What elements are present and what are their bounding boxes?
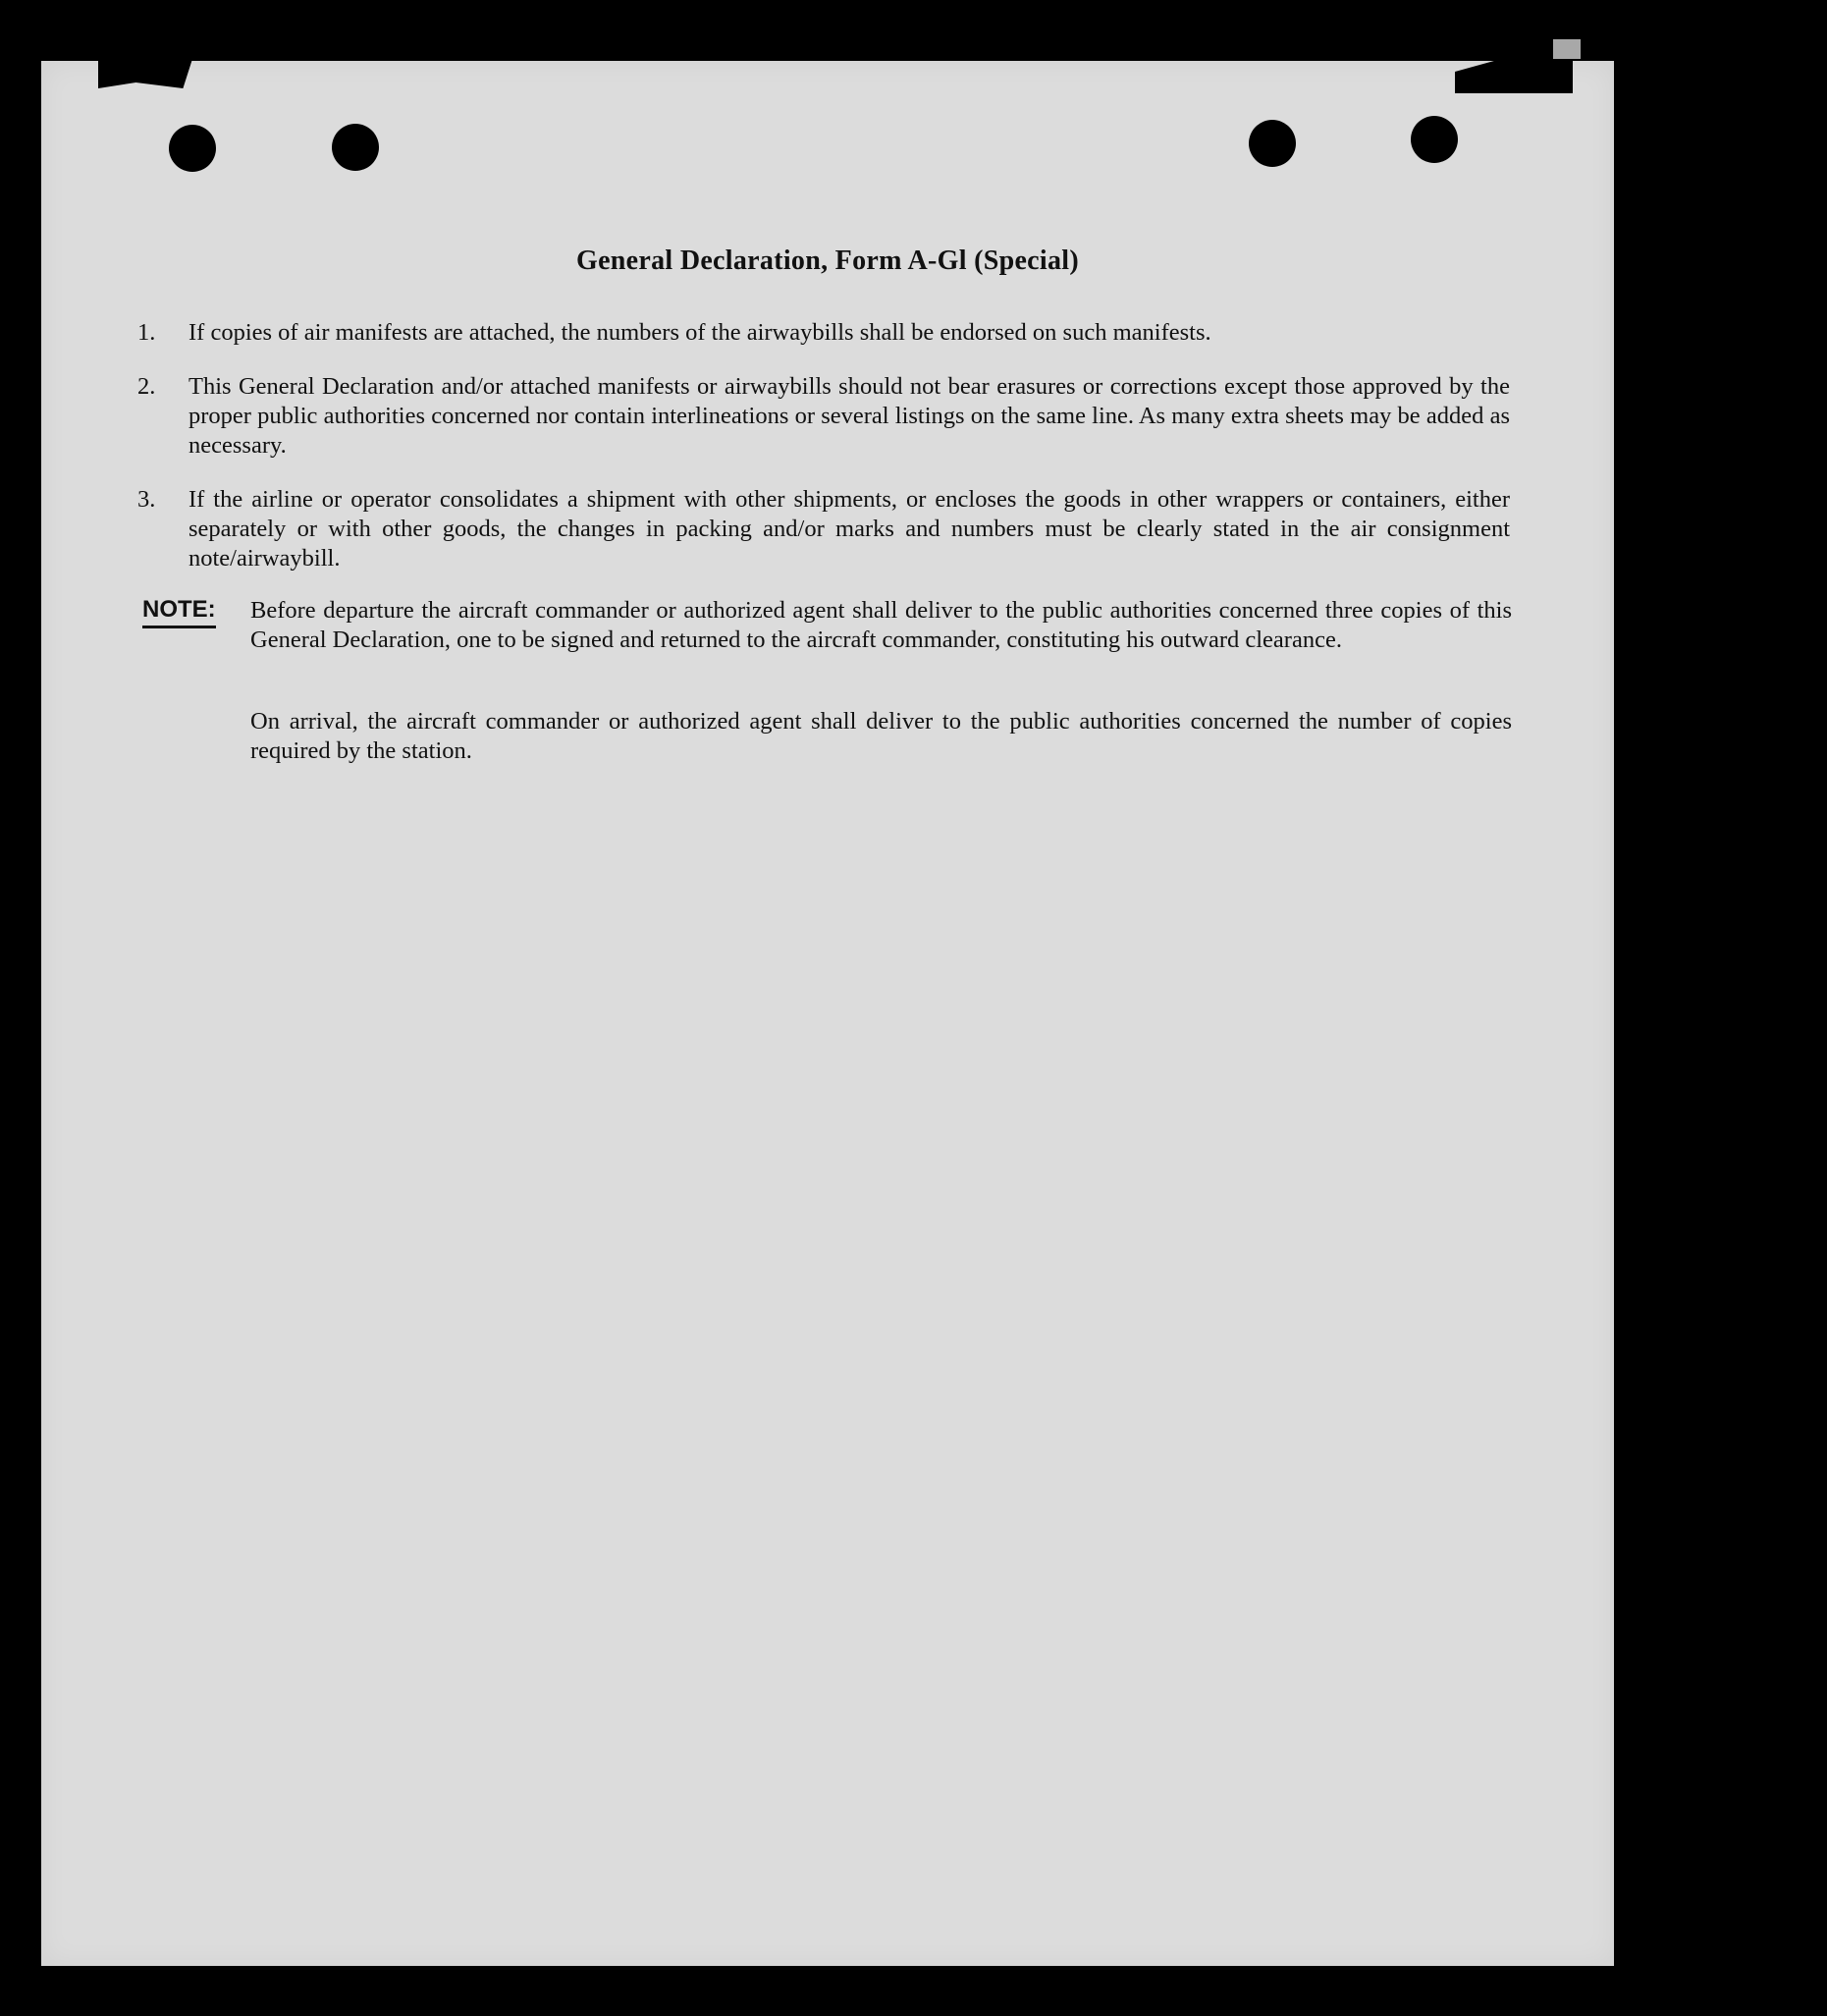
document-title: General Declaration, Form A-Gl (Special) xyxy=(576,245,1079,276)
list-item-number: 1. xyxy=(137,319,156,346)
punch-hole xyxy=(169,125,216,172)
list-item xyxy=(137,318,1512,348)
list-item-number: 2. xyxy=(137,373,156,400)
list-item xyxy=(137,372,1512,463)
note-label: NOTE: xyxy=(142,596,216,628)
punch-hole xyxy=(332,124,379,171)
list-item-text: If copies of air manifests are attached, the numbers of the airwaybills shall be endorsed on such manifests. xyxy=(188,319,1211,346)
list-item-text: This General Declaration and/or attached manifests or airwaybills should not bear erasures or corrections except those approved by the proper public authorities concerned nor contain interlineations or several listings on the same line. As many extra sheets may be added as necessary. xyxy=(188,373,1510,459)
list-item xyxy=(137,485,1512,575)
note-paragraph: Before departure the aircraft commander or authorized agent shall deliver to the public authorities concerned three copies of this General Declaration, one to be signed and returned to the aircraft commander, constituting his outward clearance. xyxy=(250,597,1512,653)
note-block xyxy=(142,596,1512,686)
list-item-number: 3. xyxy=(137,486,156,513)
note-block xyxy=(142,707,1512,768)
note-paragraph: On arrival, the aircraft commander or authorized agent shall deliver to the public authorities concerned the number of copies required by the station. xyxy=(250,708,1512,764)
list-item-text: If the airline or operator consolidates a shipment with other shipments, or encloses the goods in other wrappers or containers, either separately or with other goods, the changes in packing and/or marks and numbers must be clearly stated in the air consignment note/airwaybill. xyxy=(188,486,1510,572)
paper-corner-fold xyxy=(1553,39,1581,59)
punch-hole xyxy=(1411,116,1458,163)
punch-hole xyxy=(1249,120,1296,167)
